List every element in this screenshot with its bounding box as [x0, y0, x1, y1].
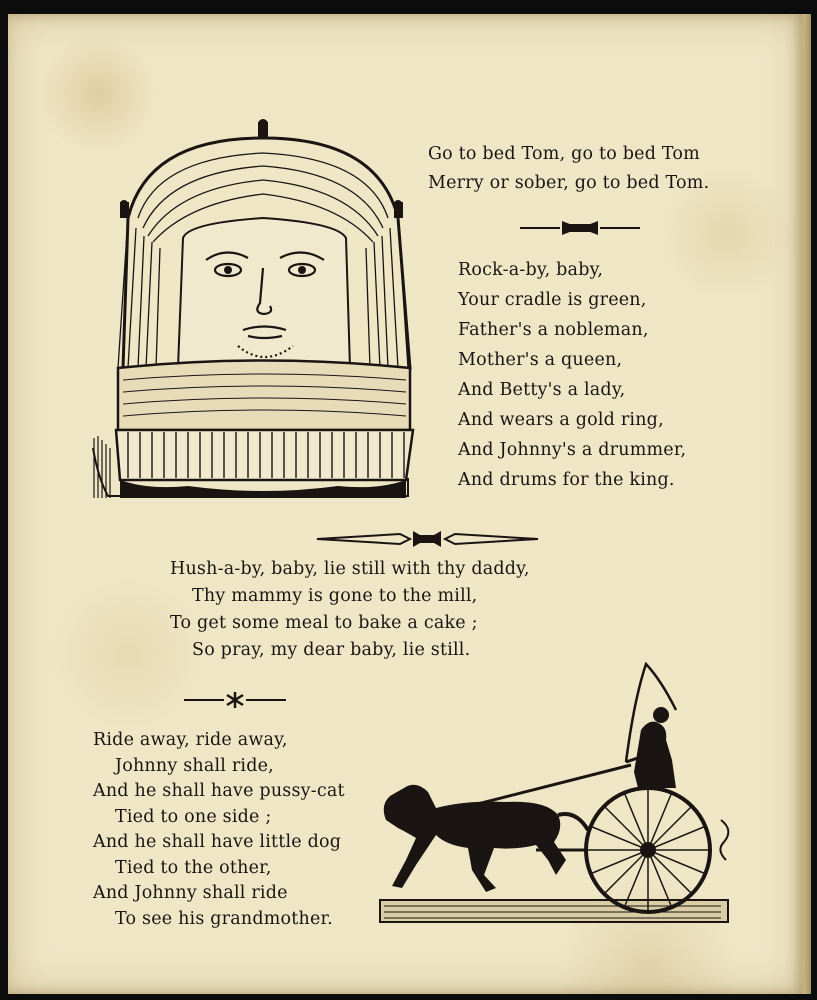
rhyme-line: So pray, my dear baby, lie still. — [192, 640, 471, 660]
page-edge — [803, 14, 811, 994]
rhyme-line: Father's a nobleman, — [458, 320, 649, 340]
rhyme-line: Thy mammy is gone to the mill, — [192, 586, 478, 606]
rhyme-go-to-bed — [428, 140, 709, 198]
rhyme-rock-a-by — [458, 255, 686, 495]
divider-ornament — [520, 218, 640, 238]
rhyme-line: And Betty's a lady, — [458, 380, 626, 400]
rhyme-line: And Johnny's a drummer, — [458, 440, 687, 460]
rhyme-line: Tied to one side ; — [115, 806, 272, 827]
rhyme-line: To see his grandmother. — [115, 908, 333, 929]
divider-ornament — [315, 528, 540, 550]
rhyme-line: Rock-a-by, baby, — [458, 260, 604, 280]
rhyme-line: Tied to the other, — [115, 857, 272, 878]
rhyme-line: And he shall have pussy-cat — [93, 781, 345, 801]
rhyme-line: And Johnny shall ride — [93, 883, 288, 903]
rhyme-line: Mother's a queen, — [458, 350, 623, 370]
cradle-illustration — [88, 118, 420, 518]
rhyme-line: And he shall have little dog — [93, 832, 342, 852]
rhyme-line: Ride away, ride away, — [93, 730, 288, 750]
rhyme-line: And drums for the king. — [458, 470, 675, 490]
horse-cart-illustration — [376, 660, 738, 930]
rhyme-line: To get some meal to bake a cake ; — [170, 613, 478, 633]
rhyme-line: Go to bed Tom, go to bed Tom — [428, 144, 700, 164]
rhyme-line: Hush-a-by, baby, lie still with thy daddy, — [170, 559, 530, 579]
rhyme-ride-away — [93, 728, 345, 932]
rhyme-hush-a-by — [170, 556, 530, 664]
rhyme-line: Merry or sober, go to bed Tom. — [428, 173, 710, 193]
rhyme-line: Johnny shall ride, — [115, 755, 274, 776]
rhyme-line: And wears a gold ring, — [458, 410, 664, 430]
divider-ornament — [184, 690, 286, 710]
rhyme-line: Your cradle is green, — [458, 290, 647, 310]
